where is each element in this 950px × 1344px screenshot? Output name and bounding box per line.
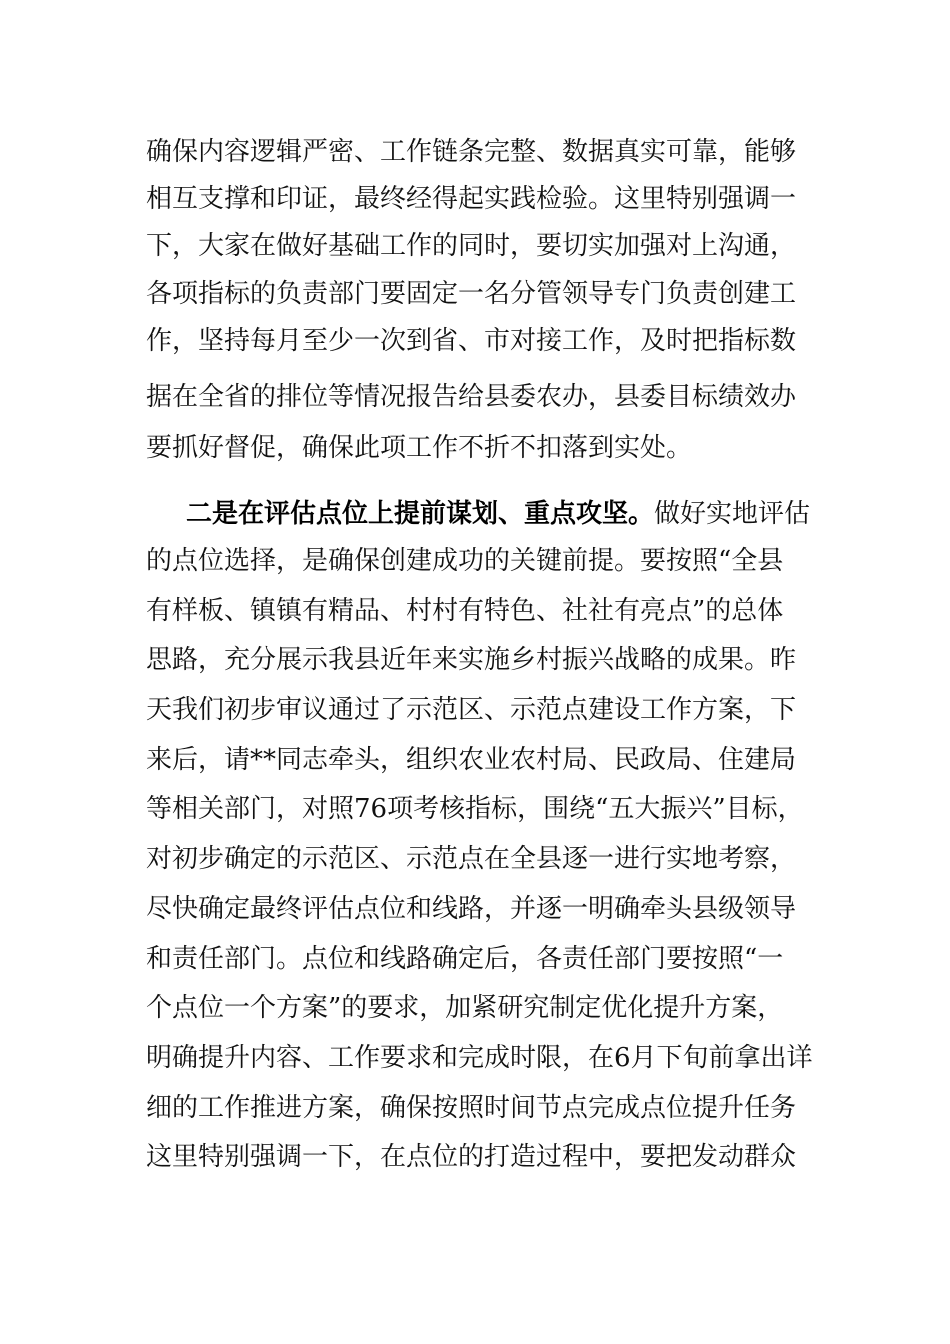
- paragraph-2-line-3: 有样板、镇镇有精品、村村有特色、社社有亮点”的总体: [146, 596, 784, 626]
- paragraph-1-line-7: 要抓好督促，确保此项工作不折不扣落到实处。: [146, 433, 693, 463]
- paragraph-1-line-5: 作，坚持每月至少一次到省、市对接工作，及时把指标数: [146, 326, 797, 356]
- paragraph-2-line-13: 细的工作推进方案，确保按照时间节点完成点位提升任务: [146, 1093, 797, 1123]
- paragraph-1-line-2: 相互支撑和印证，最终经得起实践检验。这里特别强调一: [146, 184, 797, 214]
- paragraph-1-line-3: 下，大家在做好基础工作的同时，要切实加强对上沟通，: [146, 231, 797, 261]
- paragraph-2-heading: 二是在评估点位上提前谋划、重点攻坚。: [186, 499, 655, 529]
- paragraph-2-line-14: 这里特别强调一下，在点位的打造过程中，要把发动群众: [146, 1142, 797, 1172]
- paragraph-2-line-10: 和责任部门。点位和线路确定后，各责任部门要按照“一: [146, 944, 784, 974]
- paragraph-1-line-6: 据在全省的排位等情况报告给县委农办，县委目标绩效办: [146, 382, 797, 412]
- paragraph-2-line-4: 思路，充分展示我县近年来实施乡村振兴战略的成果。昨: [146, 645, 797, 675]
- paragraph-1-line-4: 各项指标的负责部门要固定一名分管领导专门负责创建工: [146, 279, 797, 309]
- paragraph-2-line-2: 的点位选择，是确保创建成功的关键前提。要按照“全县: [146, 546, 784, 576]
- paragraph-2-line-11: 个点位一个方案”的要求，加紧研究制定优化提升方案，: [146, 993, 784, 1023]
- paragraph-2-line-6: 来后，请**同志牵头，组织农业农村局、民政局、住建局: [146, 745, 797, 775]
- paragraph-2-line-5: 天我们初步审议通过了示范区、示范点建设工作方案，下: [146, 695, 797, 725]
- paragraph-1-line-1: 确保内容逻辑严密、工作链条完整、数据真实可靠，能够: [146, 137, 797, 167]
- paragraph-2-line-12: 明确提升内容、工作要求和完成时限，在6月下旬前拿出详: [146, 1043, 813, 1073]
- paragraph-2-line-8: 对初步确定的示范区、示范点在全县逐一进行实地考察，: [146, 844, 797, 874]
- paragraph-2-line-9: 尽快确定最终评估点位和线路，并逐一明确牵头县级领导: [146, 894, 797, 924]
- paragraph-2-line-1: [186, 491, 826, 537]
- paragraph-2-line-7: 等相关部门，对照76项考核指标，围绕“五大振兴”目标，: [146, 794, 804, 824]
- paragraph-2-first-line-rest: 做好实地评估: [654, 499, 811, 529]
